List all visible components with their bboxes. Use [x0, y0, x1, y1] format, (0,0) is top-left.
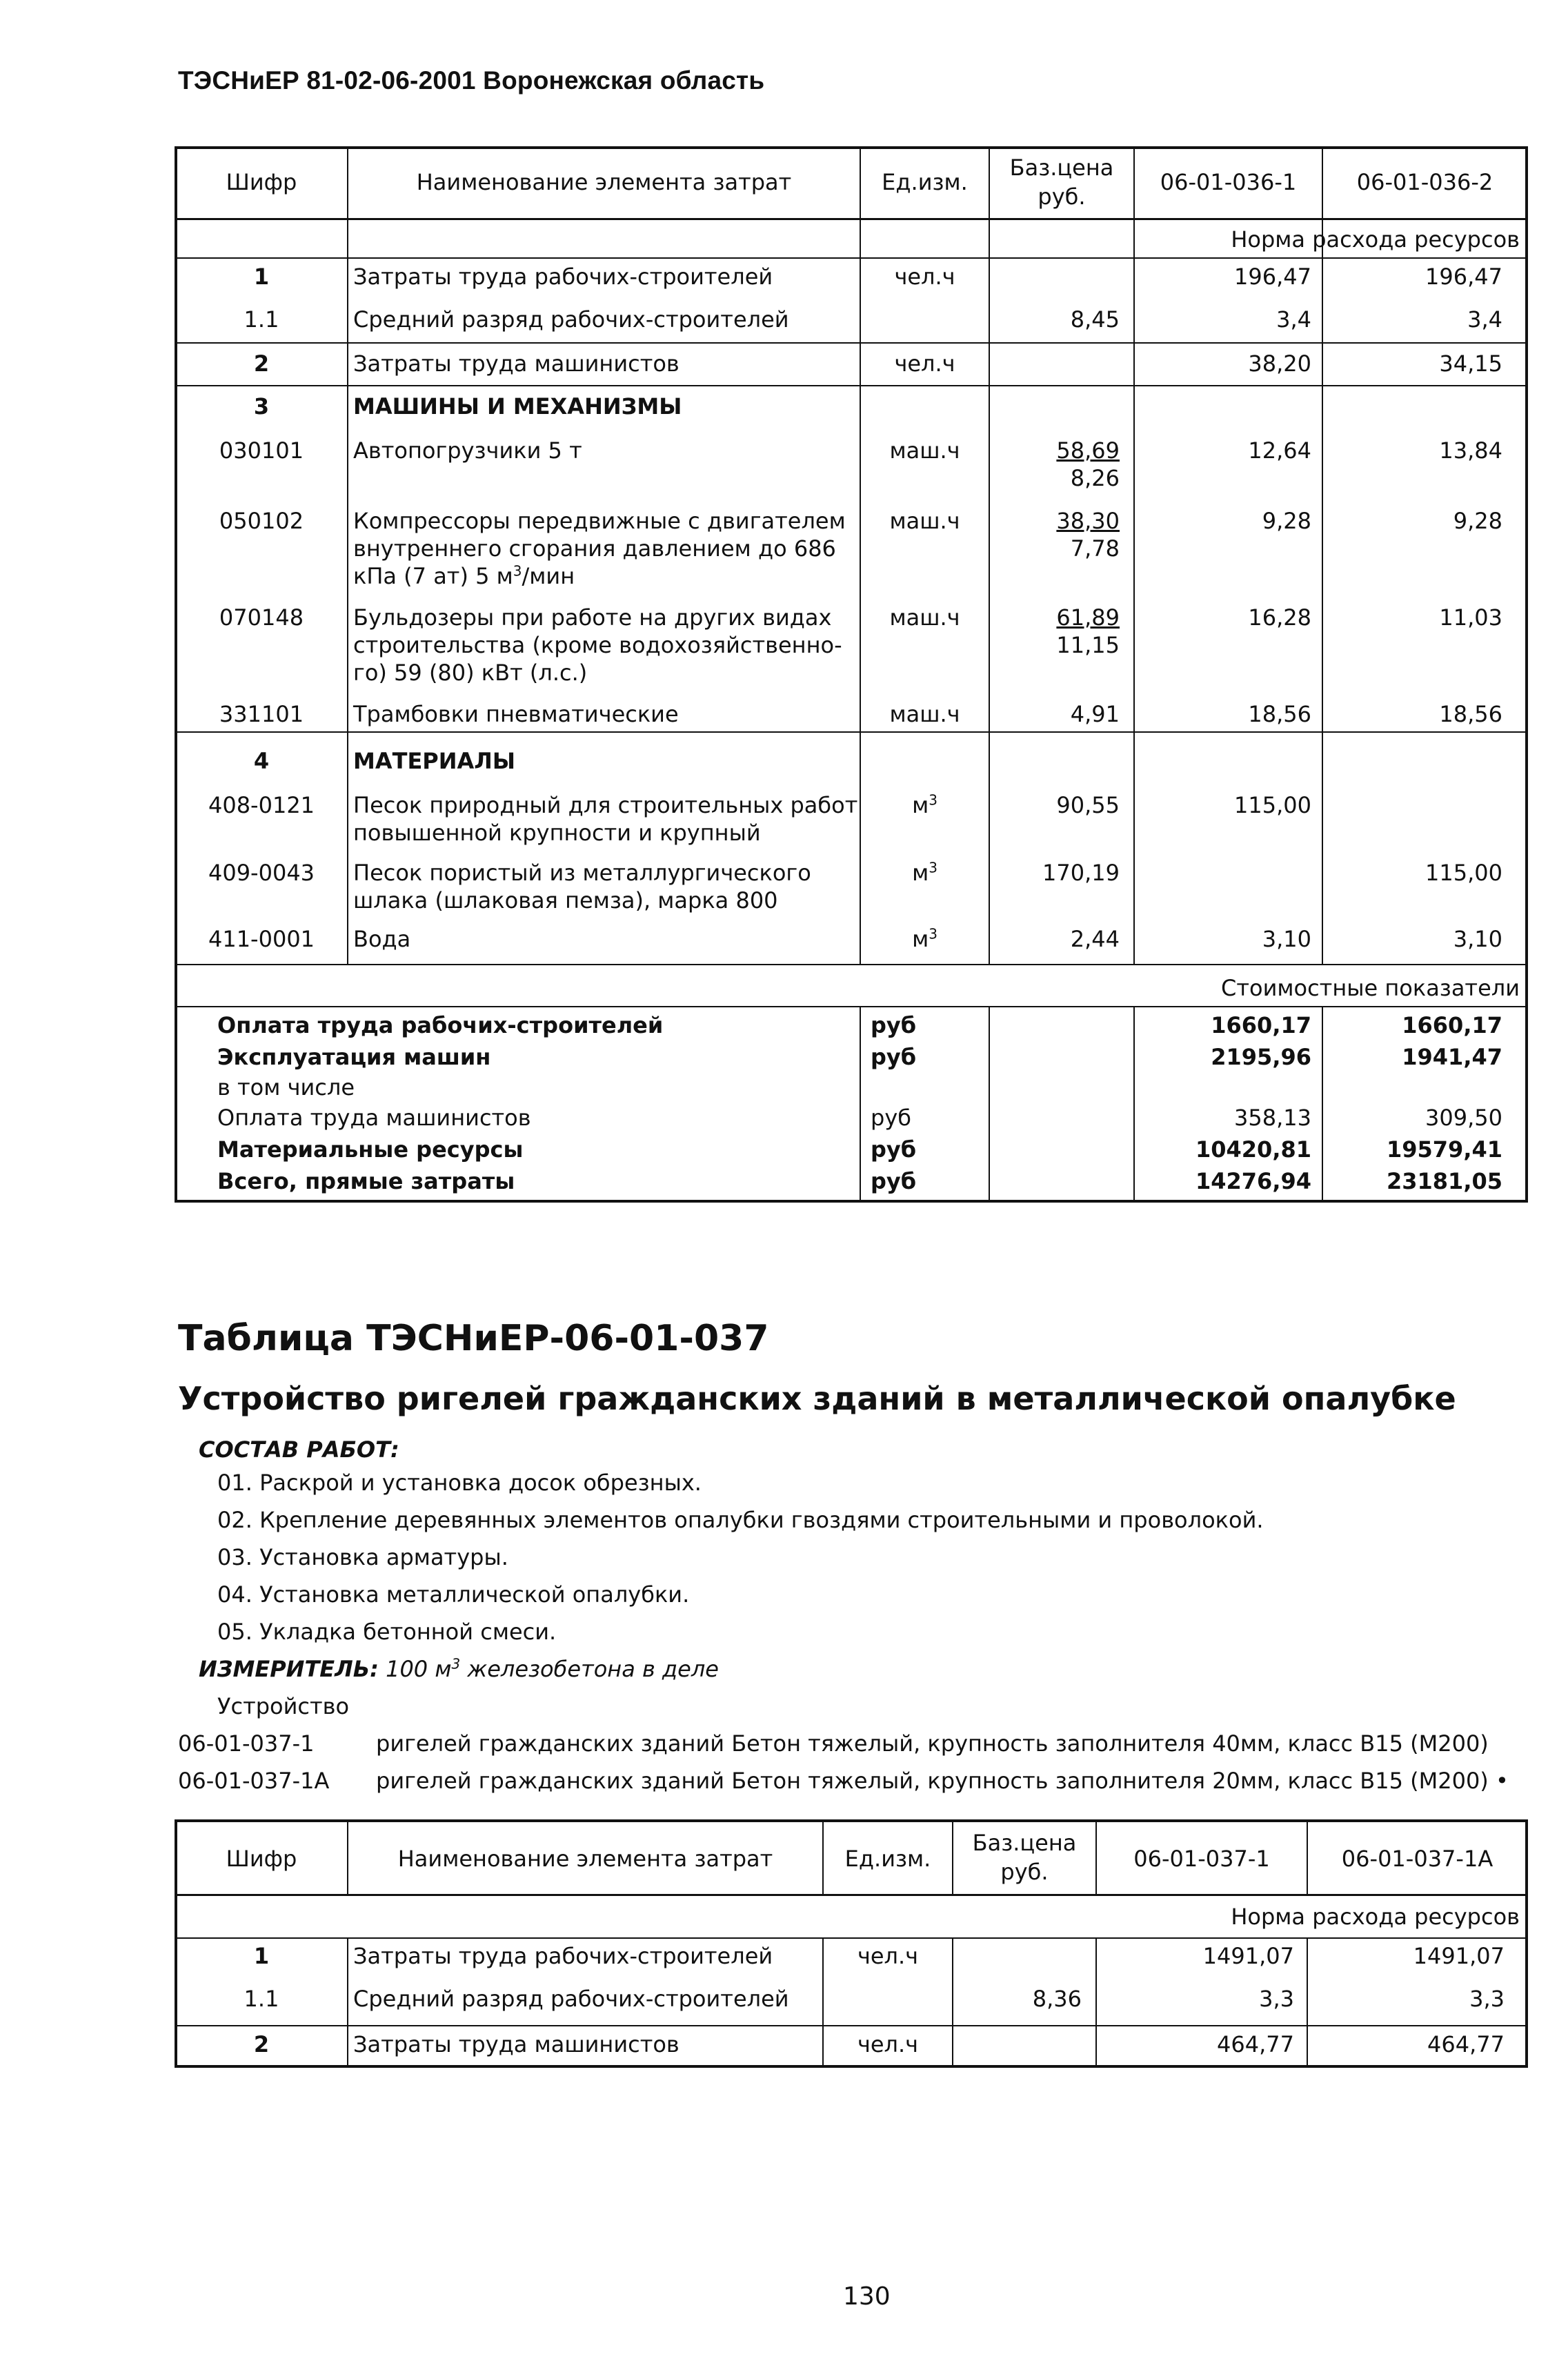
- section-title: Таблица ТЭСНиЕР-06-01-037: [178, 1318, 769, 1359]
- device-label: Устройство: [217, 1693, 350, 1719]
- item-text: ригелей гражданских зданий Бетон тяжелый, крупность заполнителя 20мм, класс В15 (М200) •: [376, 1768, 1509, 1794]
- document-header: ТЭСНиЕР 81-02-06-2001 Воронежская область: [178, 66, 765, 95]
- col-header-price: Баз.цена: [972, 1830, 1077, 1856]
- work-item: 04. Установка металлической опалубки.: [217, 1581, 690, 1608]
- col-header-price: Баз.цена: [1009, 155, 1114, 181]
- col-header-price-unit: руб.: [1000, 1859, 1049, 1885]
- col-header-price-unit: руб.: [1038, 184, 1086, 210]
- col-header-norm-1: 06-01-037-1: [1133, 1846, 1270, 1872]
- work-item: 01. Раскрой и установка досок обрезных.: [217, 1470, 702, 1496]
- col-header-unit: Ед.изм.: [882, 169, 968, 195]
- col-header-name: Наименование элемента затрат: [397, 1846, 773, 1872]
- col-header-norm-2: 06-01-037-1А: [1341, 1846, 1493, 1872]
- item-code: 06-01-037-1: [178, 1730, 315, 1757]
- cost-header: Стоимостные показатели: [1221, 975, 1520, 1001]
- measure-line: ИЗМЕРИТЕЛЬ: 100 $м^3$ железобетона в деле: [199, 1655, 719, 1682]
- col-header-norm-1: 06-01-036-1: [1160, 169, 1297, 195]
- work-item: 02. Крепление деревянных элементов опалубки гвоздями строительными и проволокой.: [217, 1507, 1264, 1533]
- col-header-name: Наименование элемента затрат: [416, 169, 792, 195]
- item-text: ригелей гражданских зданий Бетон тяжелый, крупность заполнителя 40мм, класс В15 (М200): [376, 1730, 1489, 1757]
- norm-header: Норма расхода ресурсов: [1231, 226, 1520, 253]
- page-number: 130: [843, 2282, 891, 2311]
- col-header-norm-2: 06-01-036-2: [1356, 169, 1493, 195]
- col-header-code: Шифр: [226, 169, 297, 195]
- item-code: 06-01-037-1А: [178, 1768, 330, 1794]
- work-item: 05. Укладка бетонной смеси.: [217, 1619, 557, 1645]
- work-item: 03. Установка арматуры.: [217, 1544, 508, 1570]
- work-composition-label: СОСТАВ РАБОТ:: [199, 1436, 399, 1463]
- section-subtitle: Устройство ригелей гражданских зданий в металлической опалубке: [178, 1380, 1456, 1417]
- norm-header: Норма расхода ресурсов: [1231, 1904, 1520, 1930]
- col-header-unit: Ед.изм.: [844, 1846, 931, 1872]
- bullet-mark: •: [1495, 1768, 1509, 1794]
- col-header-code: Шифр: [226, 1846, 297, 1872]
